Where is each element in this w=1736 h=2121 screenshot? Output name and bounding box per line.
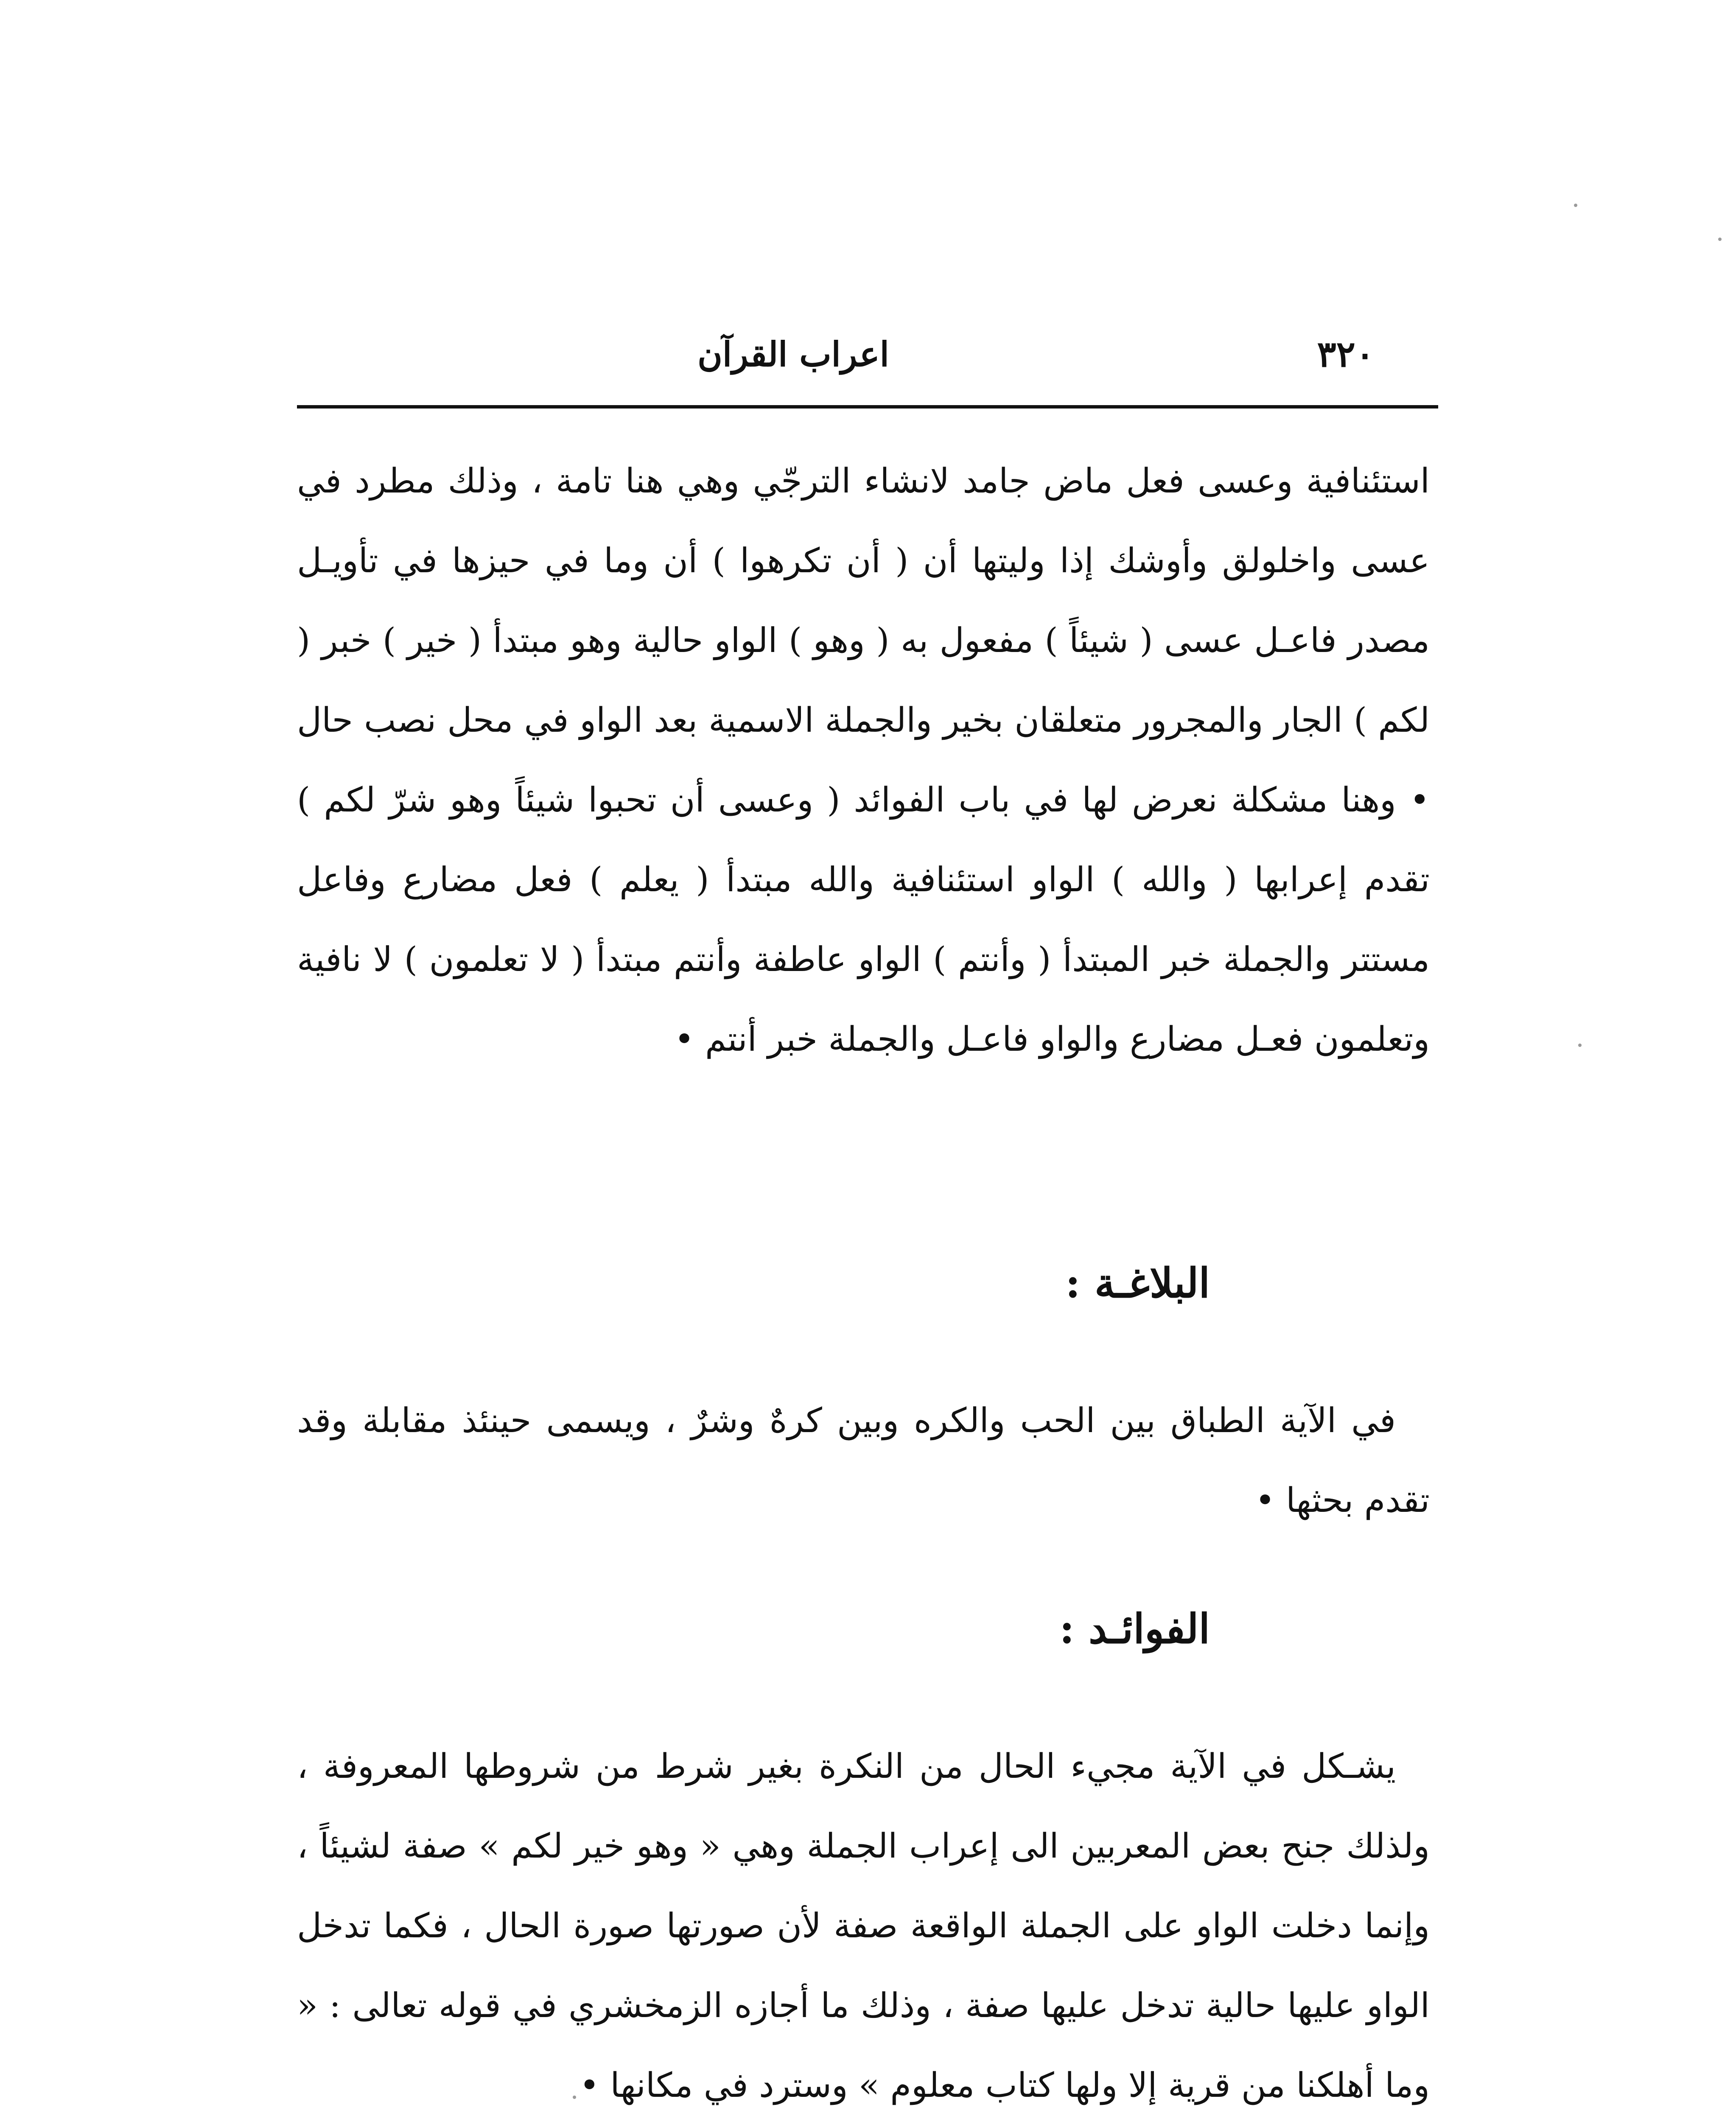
page-header [297,322,1438,386]
scan-speck [1718,238,1722,241]
paragraph-balagha: في الآية الطباق بين الحب والكره وبين كرهٌ وشرٌ ، ويسمى حينئذ مقابلة وقد تقدم بحثها • [297,1401,1430,1520]
section-heading-fawaid: الفوائـد : [1059,1605,1210,1653]
paragraph-irab: استئنافية وعسى فعل ماض جامد لانشاء الترجّي وهي هنا تامة ، وذلك مطرد في عسى واخلولق وأوشك إذا وليتها أن ( أن تكرهوا ) أن وما في حيزها في تأويـل مصدر فاعـل عسى ( شيئاً ) مفعول به ( وهو ) الواو حالية وهو مبتدأ ( خير ) خبر ( لكم ) الجار والمجرور متعلقان بخير والجملة الاسمية بعد الواو في محل نصب حال • وهنا مشكلة نعرض لها في باب الفوائد ( وعسى أن تحبوا شيئاً وهو شرّ لكم ) تقدم إعرابها ( والله ) الواو استئنافية والله مبتدأ ( يعلم ) فعل مضارع وفاعل مستتر والجملة خبر المبتدأ ( وأنتم ) الواو عاطفة وأنتم مبتدأ ( لا تعلمون ) لا نافية وتعلمون فعـل مضارع والواو فاعـل والجملة خبر أنتم • [297,461,1430,1059]
scan-speck [1578,1044,1582,1047]
header-divider [297,405,1438,409]
page-number: ٣٢٠ [1317,333,1375,375]
scan-speck [1574,204,1577,207]
scan-speck [573,2096,576,2099]
section-heading-balagha: البلاغـة : [1065,1259,1210,1307]
running-title: اعراب القرآن [697,334,889,374]
paragraph-fawaid: يشـكل في الآية مجيء الحال من النكرة بغير شرط من شروطها المعروفة ، ولذلك جنح بعض المعربين الى إعراب الجملة وهي « وهو خير لكم » صفة لشيئاً ، وإنما دخلت الواو على الجملة الواقعة صفة لأن صورتها صورة الحال ، فكما تدخل الواو عليها حالية تدخل عليها صفة ، وذلك ما أجازه الزمخشري في قوله تعالى : « وما أهلكنا من قرية إلا ولها كتاب معلوم » وسترد في مكانها • [297,1746,1430,2105]
